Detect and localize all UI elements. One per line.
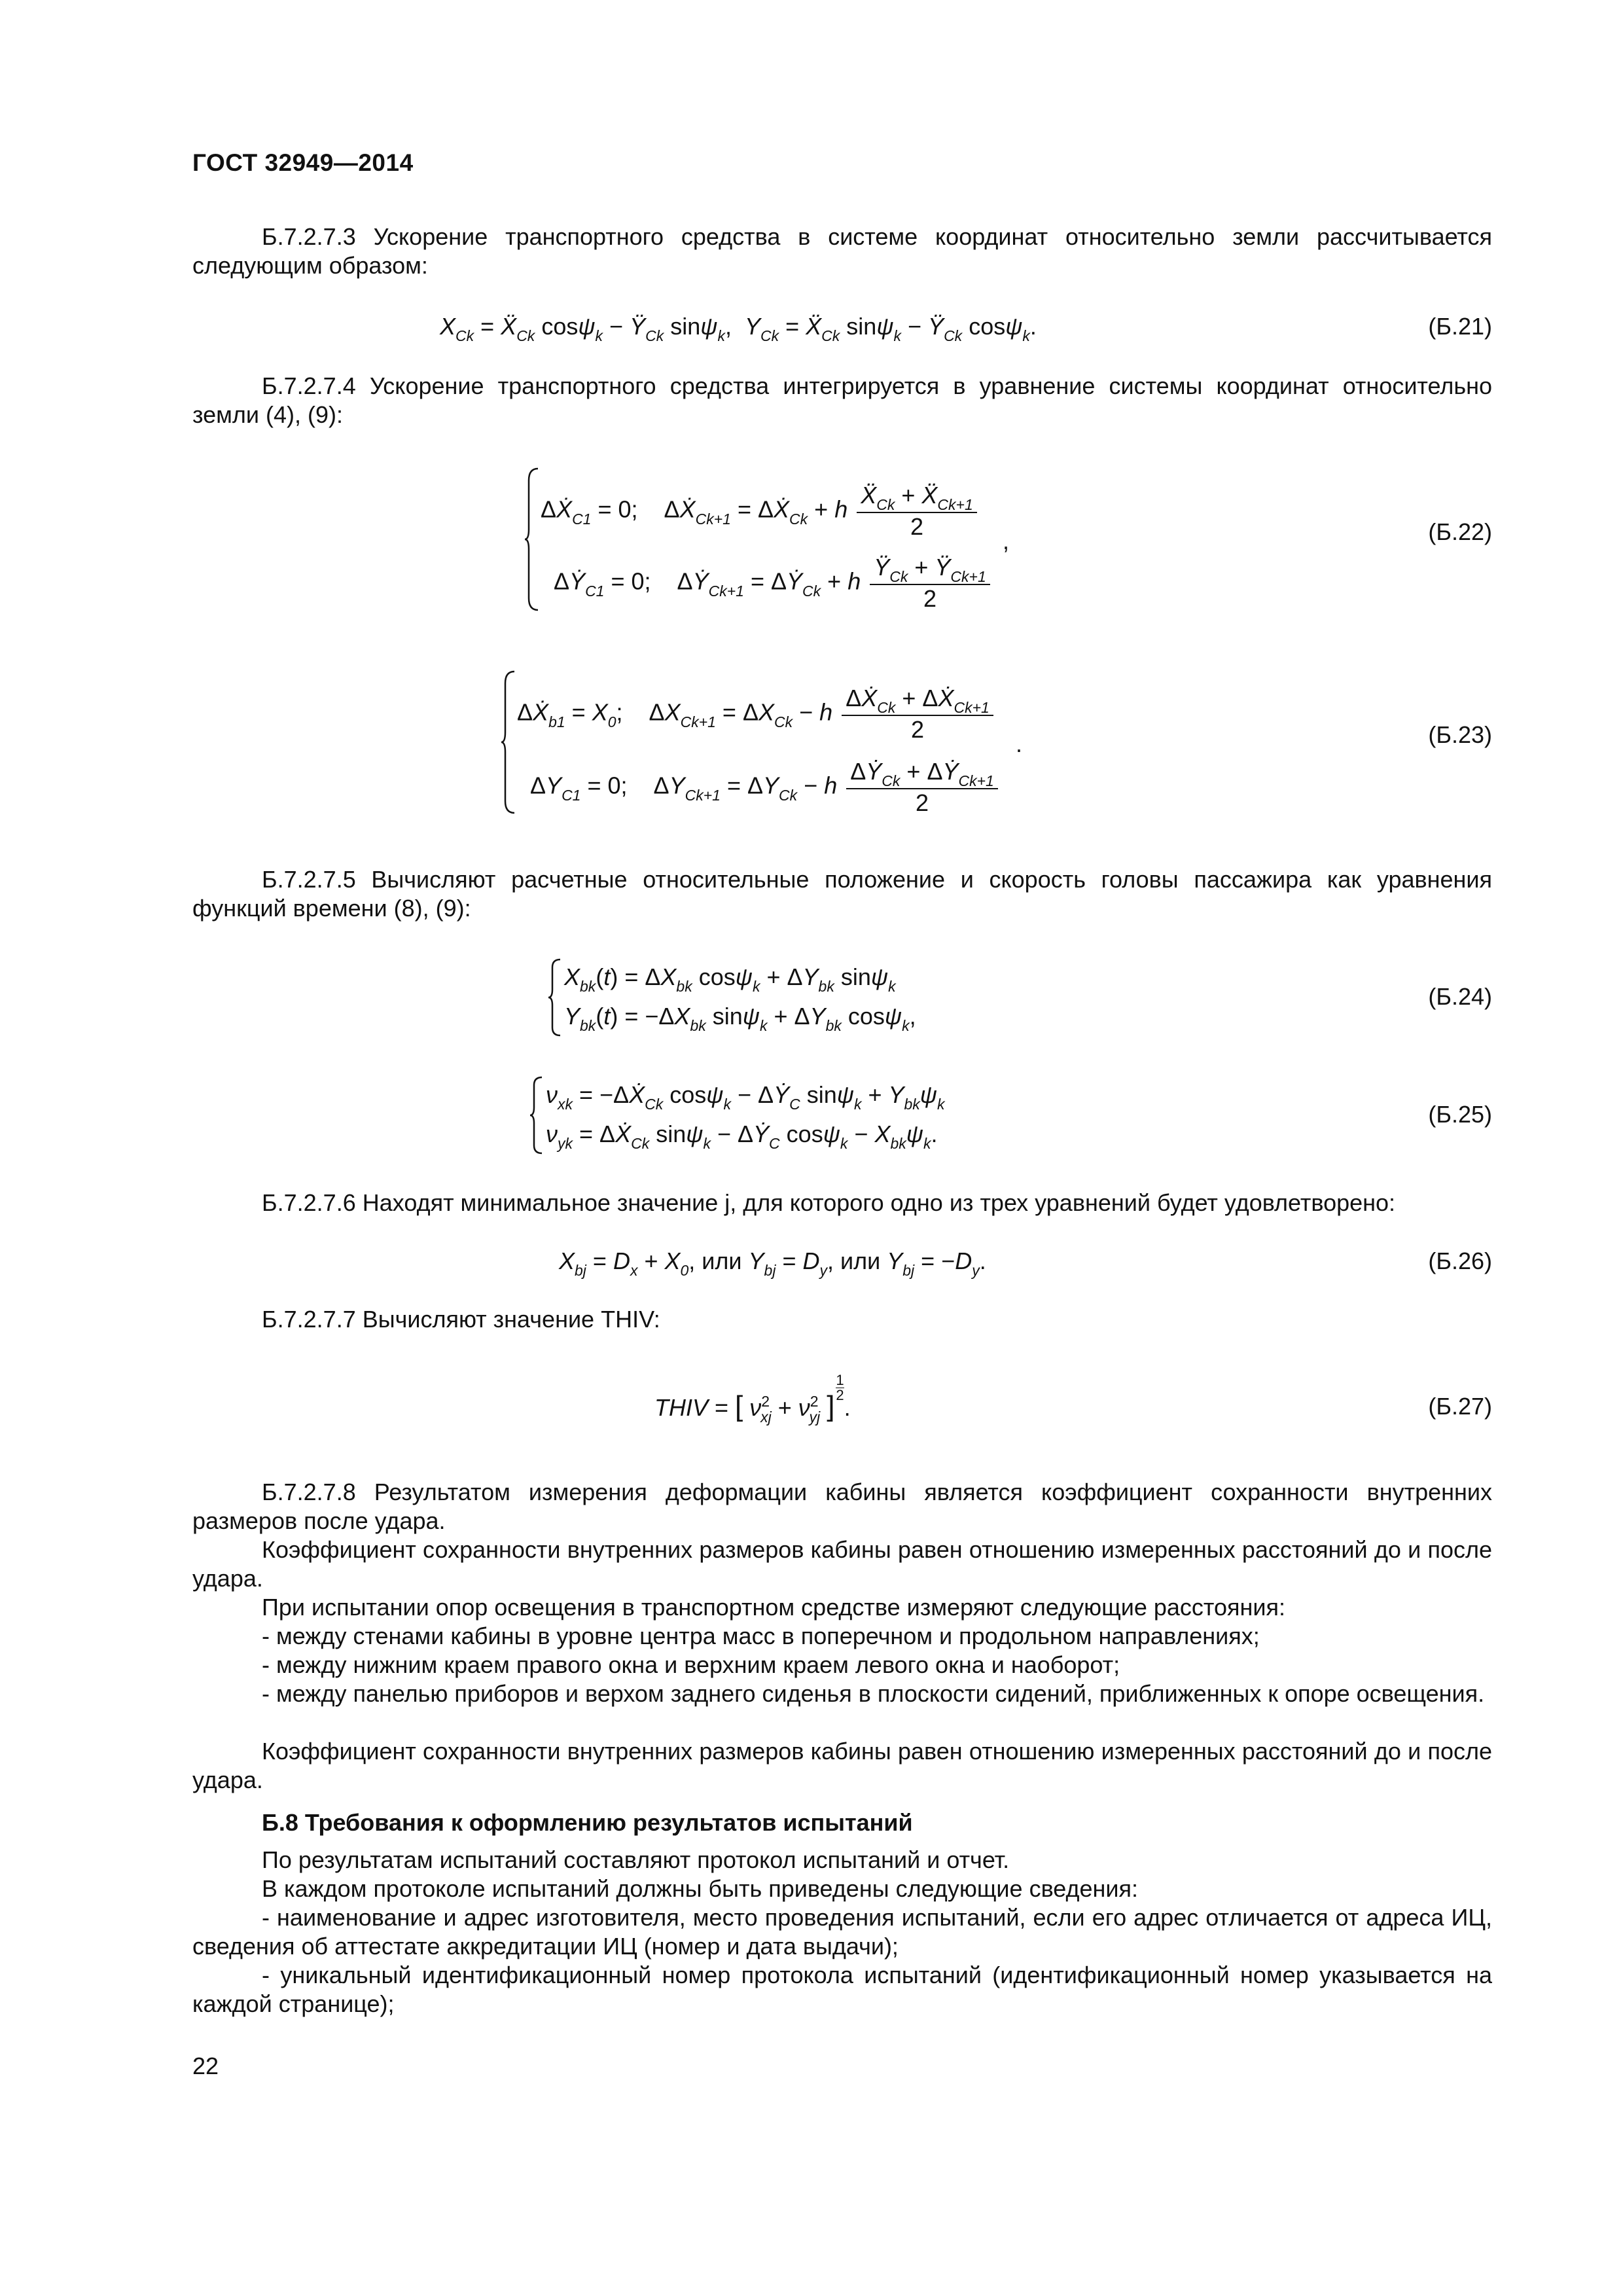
- section-heading-b8: Б.8 Требования к оформлению результатов испытаний: [262, 1809, 913, 1836]
- paragraph-b7277: Б.7.2.7.7 Вычисляют значение THIV:: [262, 1306, 660, 1333]
- equation-b25-line1: $\nu_{xk}$ = −ΔẊ$_{Ck}$ cosψ$_k$ − ΔẎ$_C$ $\sin\psi_k + Y_{bk}\psi_k$: [546, 1081, 945, 1113]
- list-item-manufacturer: - наименование и адрес изготовителя, место проведения испытаний, если его адрес отличается от адреса ИЦ, сведения об аттестате аккредитации ИЦ (номер и дата выдачи);: [192, 1904, 1492, 1960]
- equation-b24-line1: $X_{bk}(t) = \Delta X_{bk}$ $\cos\psi_k + \Delta Y_{bk}$ sinψ$_k$: [564, 963, 896, 995]
- paragraph-protocol: По результатам испытаний составляют протокол испытаний и отчет.: [262, 1846, 1010, 1873]
- equation-b24-line2: $Y_{bk}(t) = -\Delta X_{bk}$ $\sin\psi_k + \Delta Y_{bk}$ cosψ$_k$,: [564, 1003, 916, 1034]
- equation-number-b26: (Б.26): [1428, 1247, 1492, 1274]
- equation-number-b23: (Б.23): [1428, 721, 1492, 748]
- equation-number-b22: (Б.22): [1428, 518, 1492, 545]
- paragraph-b7275: Б.7.2.7.5 Вычисляют расчетные относительные положение и скорость головы пассажира как уравнения функций времени (8), (9):: [192, 866, 1492, 922]
- equation-number-b27: (Б.27): [1428, 1393, 1492, 1420]
- equation-number-b21: (Б.21): [1428, 313, 1492, 340]
- paragraph-b7273: Б.7.2.7.3 Ускорение транспортного средства в системе координат относительно земли рассчитывается следующим образом:: [192, 223, 1492, 279]
- paragraph-coefficient-2: Коэффициент сохранности внутренних размеров кабины равен отношению измеренных расстояний до и после удара.: [192, 1738, 1492, 1793]
- left-brace-b24: [547, 958, 563, 1037]
- list-item-windows: - между нижним краем правого окна и верхним краем левого окна и наоборот;: [262, 1651, 1120, 1678]
- paragraph-b7274: Б.7.2.7.4 Ускорение транспортного средства интегрируется в уравнение системы координат относительно земли (4), (9):: [192, 372, 1492, 428]
- equation-b25-line2: $\nu_{yk}$ = ΔẊ$_{Ck}$ sinψ$_k$ − ΔẎ$_C$ $\cos\psi_k - X_{bk}\psi_k$.: [546, 1121, 938, 1152]
- equation-b26-or-1: , или: [688, 1247, 749, 1274]
- page-number: 22: [192, 2053, 219, 2079]
- equation-b23-dot: .: [1016, 730, 1023, 757]
- equation-b26-or-2: , или: [827, 1247, 887, 1274]
- list-item-walls: - между стенами кабины в уровне центра масс в поперечном и продольном направлениях;: [262, 1623, 1260, 1649]
- equation-b21: $X_{Ck}$ = Ẍ$_{Ck}$ $\cos\psi_k - Ÿ_{Ck}$ sinψ$_k$, $Y_{Ck}$ = Ẍ$_{Ck}$ $\sin\psi_k - Ÿ_{Ck}$ cosψ$_k$.: [440, 313, 1037, 344]
- equation-b22-line2: ΔẎ$_{C1}$ = 0; ΔẎ$_{Ck+1}$ = ΔẎ$_{Ck}$ + h $\frac{Ÿ_{Ck} + Ÿ_{Ck+1}}{2}$: [554, 554, 993, 613]
- equation-number-b24: (Б.24): [1428, 983, 1492, 1010]
- document-header: ГОСТ 32949—2014: [192, 149, 414, 176]
- paragraph-b7278: Б.7.2.7.8 Результатом измерения деформации кабины является коэффициент сохранности внутренних размеров после удара.: [192, 1479, 1492, 1534]
- equation-b23-line2: $\Delta Y_{C1} = 0$; $\Delta Y_{Ck+1} = \Delta Y_{Ck} - h$ $\frac{\Delta Ẏ_{Ck} + \Delta Ẏ_{Ck+1}}{2}$: [530, 758, 1001, 817]
- equation-b23-line1: ΔẊ$_{b1}$ = $X_0$; $\Delta X_{Ck+1} = \Delta X_{Ck} - h$ $\frac{\Delta Ẋ_{Ck} + \Delta Ẋ_{Ck+1}}{2}$: [517, 685, 996, 744]
- left-brace-b22: [524, 467, 541, 611]
- equation-b22-line1: ΔẊ$_{C1}$ = 0; ΔẊ$_{Ck+1}$ = ΔẊ$_{Ck}$ + h $\frac{Ẍ_{Ck} + Ẍ_{Ck+1}}{2}$: [541, 482, 980, 541]
- left-brace-b23: [500, 670, 517, 814]
- paragraph-protocol-info: В каждом протоколе испытаний должны быть приведены следующие сведения:: [262, 1875, 1139, 1902]
- equation-number-b25: (Б.25): [1428, 1101, 1492, 1128]
- equation-b26: $X_{bj} = D_x + X_0$, или $Y_{bj} = D_y$, или $Y_{bj} = -D_y$.: [559, 1247, 986, 1279]
- paragraph-coefficient-1: Коэффициент сохранности внутренних размеров кабины равен отношению измеренных расстояний до и после удара.: [192, 1536, 1492, 1592]
- list-item-dashboard: - между панелью приборов и верхом заднего сиденья в плоскости сидений, приближенных к опоре освещения.: [262, 1680, 1485, 1707]
- equation-b22-comma: ,: [1003, 528, 1010, 554]
- paragraph-measurements: При испытании опор освещения в транспортном средстве измеряют следующие расстояния:: [262, 1594, 1285, 1621]
- list-item-protocol-id: - уникальный идентификационный номер протокола испытаний (идентификационный номер указывается на каждой странице);: [192, 1962, 1492, 2017]
- equation-b27: THIV = [ $\nu^2_{xj} + \nu^2_{yj}$ ] $\frac{1}{2}$ .: [654, 1372, 851, 1426]
- paragraph-b7276: Б.7.2.7.6 Находят минимальное значение j, для которого одно из трех уравнений будет удовлетворено:: [262, 1189, 1396, 1216]
- left-brace-b25: [529, 1076, 544, 1155]
